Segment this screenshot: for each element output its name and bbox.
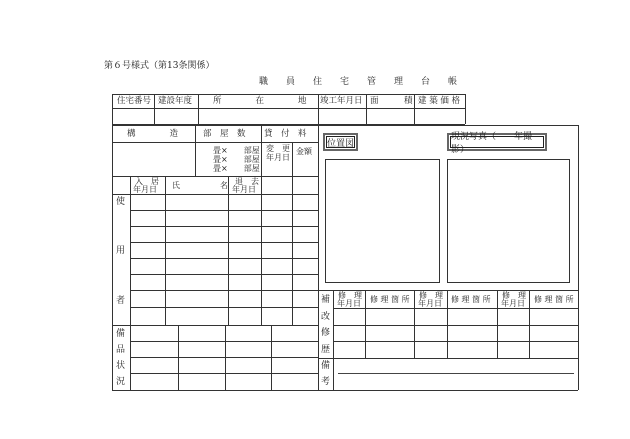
amount-label: 金額 bbox=[296, 147, 312, 156]
equipment-side-label-4: 況 bbox=[116, 377, 126, 387]
move-in-label-2: 年月日 bbox=[133, 185, 157, 194]
house-number-field[interactable] bbox=[113, 109, 154, 124]
repair-date-label-1a: 修 理 bbox=[338, 291, 362, 300]
construction-year-field[interactable] bbox=[155, 109, 198, 124]
repair-place-label-3: 修 理 箇 所 bbox=[534, 295, 574, 304]
user-side-label-3: 者 bbox=[116, 296, 126, 306]
area-field[interactable] bbox=[367, 109, 414, 124]
move-out-label-2: 年月日 bbox=[232, 185, 256, 194]
remarks-side-label-2: 考 bbox=[321, 377, 331, 387]
rooms-line-1: 畳× 部屋 bbox=[213, 146, 260, 155]
equipment-side-label-3: 状 bbox=[116, 361, 126, 371]
completion-date-field[interactable] bbox=[319, 109, 366, 124]
area-label: 面 積 bbox=[370, 96, 413, 106]
repair-side-label-3: 修 bbox=[321, 328, 331, 338]
house-number-label: 住宅番号 bbox=[117, 96, 152, 106]
building-price-field[interactable] bbox=[415, 109, 465, 124]
repair-date-label-2b: 年月日 bbox=[418, 299, 442, 308]
repair-date-label-3b: 年月日 bbox=[501, 299, 525, 308]
repair-date-label-3a: 修 理 bbox=[502, 291, 526, 300]
current-photo-label: 現況写真（ 年撮影） bbox=[450, 136, 544, 148]
construction-year-label: 建設年度 bbox=[158, 96, 193, 106]
completion-date-label: 竣工年月日 bbox=[320, 96, 363, 106]
equipment-side-label-1: 備 bbox=[116, 329, 126, 339]
remarks-side-label-1: 備 bbox=[321, 361, 331, 371]
user-side-label-1: 使 bbox=[116, 197, 126, 207]
repair-date-label-2a: 修 理 bbox=[419, 291, 443, 300]
repair-date-label-1b: 年月日 bbox=[337, 299, 361, 308]
move-out-label-1: 退 去 bbox=[235, 177, 259, 186]
remarks-field[interactable] bbox=[334, 359, 578, 390]
repair-side-label-2: 改 bbox=[321, 312, 331, 322]
name-label: 氏 名 bbox=[172, 181, 228, 190]
structure-label: 構 造 bbox=[127, 129, 179, 139]
building-price-label: 建 築 価 格 bbox=[418, 96, 461, 106]
current-photo-tab[interactable] bbox=[447, 132, 547, 155]
repair-side-label-1: 補 bbox=[321, 295, 331, 305]
location-map-area[interactable] bbox=[325, 159, 440, 283]
address-label: 所 在 地 bbox=[213, 96, 307, 106]
repair-place-label-2: 修 理 箇 所 bbox=[451, 295, 491, 304]
address-field[interactable] bbox=[199, 109, 318, 124]
rooms-line-3: 畳× 部屋 bbox=[213, 164, 260, 173]
user-side-label-2: 用 bbox=[116, 246, 126, 256]
form-number: 第６号様式（第13条関係） bbox=[104, 61, 215, 71]
location-map-tab[interactable] bbox=[323, 133, 358, 151]
repair-place-label-1: 修 理 箇 所 bbox=[370, 295, 410, 304]
equipment-side-label-2: 品 bbox=[116, 345, 126, 355]
move-in-label-1: 入 居 bbox=[135, 177, 159, 186]
rooms-line-2: 畳× 部屋 bbox=[213, 155, 260, 164]
page-title: 職 員 住 宅 管 理 台 帳 bbox=[259, 77, 458, 87]
location-map-label: 位置図 bbox=[326, 136, 355, 148]
change-date-label-1: 変 更 bbox=[266, 144, 290, 153]
repair-side-label-4: 歴 bbox=[321, 345, 331, 355]
rooms-count-label: 部 屋 数 bbox=[203, 129, 246, 139]
current-photo-area[interactable] bbox=[447, 159, 570, 283]
rent-label: 貸 付 料 bbox=[264, 129, 307, 139]
change-date-label-2: 年月日 bbox=[266, 153, 290, 162]
